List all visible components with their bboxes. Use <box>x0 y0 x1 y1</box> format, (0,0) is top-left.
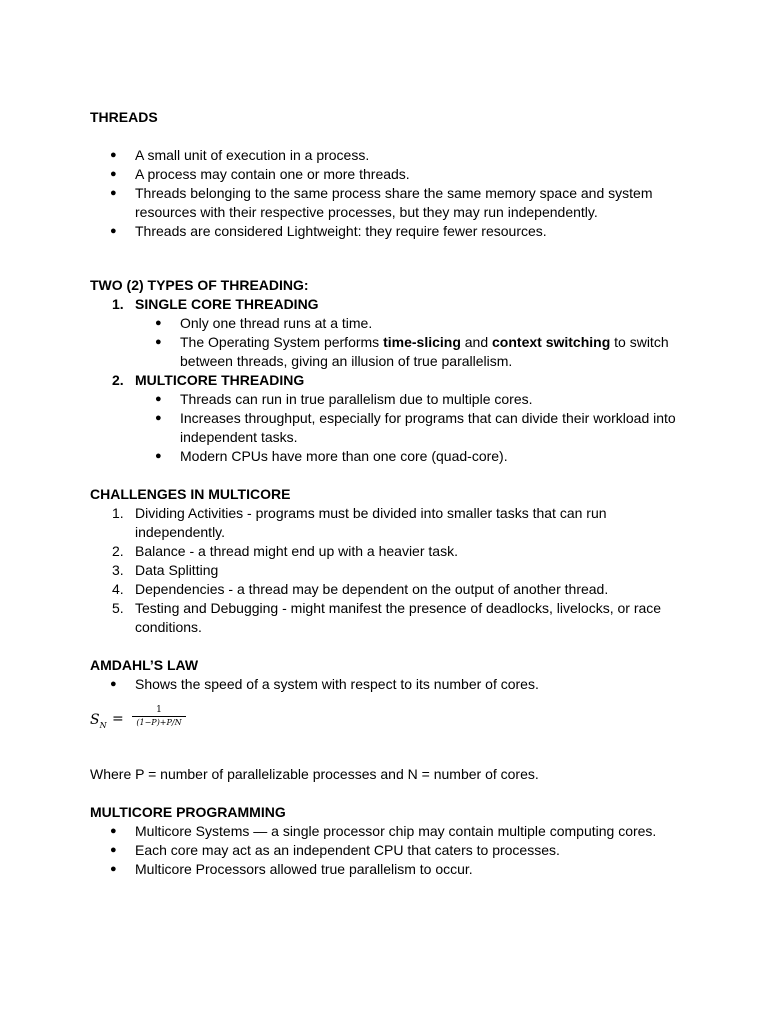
document-body <box>90 108 690 879</box>
list-number: 1. <box>112 505 124 521</box>
list-number: 4. <box>112 581 124 597</box>
amdahl-formula <box>90 705 690 745</box>
list-text: Dependencies - a thread may be dependent on the output of another thread. <box>135 581 609 597</box>
list-number: 2. <box>112 543 124 559</box>
threading-types-list-2 <box>90 371 690 390</box>
list-item: ● A process may contain one or more threads. <box>90 165 690 184</box>
list-item: ● Threads can run in true parallelism due to multiple cores. <box>90 390 690 409</box>
list-item: ● Multicore Processors allowed true parallelism to occur. <box>90 860 690 879</box>
list-number: 1. <box>112 296 124 312</box>
formula-explanation: Where P = number of parallelizable processes and N = number of cores. <box>90 766 539 782</box>
list-text: Dividing Activities - programs must be divided into smaller tasks that can run independently. <box>135 505 607 540</box>
challenges-list <box>90 504 690 637</box>
list-item: ● Increases throughput, especially for programs that can divide their workload into independent tasks. <box>90 409 690 447</box>
multicore-title: MULTICORE THREADING <box>135 372 305 388</box>
list-item <box>90 542 690 561</box>
list-item: ● Shows the speed of a system with respect to its number of cores. <box>90 675 690 694</box>
list-number: 3. <box>112 562 124 578</box>
context-switching-term: context switching <box>492 334 611 350</box>
single-core-list <box>90 314 690 371</box>
list-text: Balance - a thread might end up with a heavier task. <box>135 543 458 559</box>
list-item <box>90 561 690 580</box>
list-item: ● Only one thread runs at a time. <box>90 314 690 333</box>
threads-list <box>90 146 690 241</box>
threads-heading: THREADS <box>90 109 158 125</box>
text-span: The Operating System performs <box>180 334 384 350</box>
formula-s: S <box>90 712 100 728</box>
challenges-heading: CHALLENGES IN MULTICORE <box>90 486 291 502</box>
list-item <box>90 580 690 599</box>
list-item <box>90 504 690 542</box>
formula-fraction <box>132 705 186 729</box>
list-item <box>90 371 690 390</box>
time-slicing-term: time-slicing <box>383 334 461 350</box>
formula-equals: = <box>112 711 124 727</box>
list-item: ● A small unit of execution in a process. <box>90 146 690 165</box>
formula-numerator: 1 <box>132 705 186 717</box>
list-text: Data Splitting <box>135 562 219 578</box>
formula-denominator: (1−P)+P/N <box>136 718 182 727</box>
list-item: ● Modern CPUs have more than one core (quad-core). <box>90 447 690 466</box>
list-item: ● Each core may act as an independent CPU that caters to processes. <box>90 841 690 860</box>
text-span: and <box>460 334 493 350</box>
list-item: ● Multicore Systems — a single processor chip may contain multiple computing cores. <box>90 822 690 841</box>
threading-types-heading: TWO (2) TYPES OF THREADING: <box>90 277 309 293</box>
list-text: Testing and Debugging - might manifest the presence of deadlocks, livelocks, or race conditions. <box>135 600 662 635</box>
list-item: ● Threads belonging to the same process share the same memory space and system resources with their respective processes, but they may run independently. <box>90 184 690 222</box>
multicore-programming-heading: MULTICORE PROGRAMMING <box>90 804 286 820</box>
multicore-list <box>90 390 690 466</box>
amdahl-list <box>90 675 690 694</box>
list-number: 5. <box>112 600 124 616</box>
multicore-programming-list <box>90 822 690 879</box>
threading-types-list <box>90 295 690 314</box>
formula-subscript: N <box>99 720 107 730</box>
formula-lhs <box>90 711 107 735</box>
list-item <box>90 333 690 371</box>
amdahl-heading: AMDAHL’S LAW <box>90 657 199 673</box>
list-item <box>90 295 690 314</box>
list-item <box>90 599 690 637</box>
list-item: ● Threads are considered Lightweight: they require fewer resources. <box>90 222 690 241</box>
single-core-title: SINGLE CORE THREADING <box>135 296 319 312</box>
list-number: 2. <box>112 372 124 388</box>
text-span: to switch between threads, giving an illusion of true parallelism. <box>180 334 669 369</box>
